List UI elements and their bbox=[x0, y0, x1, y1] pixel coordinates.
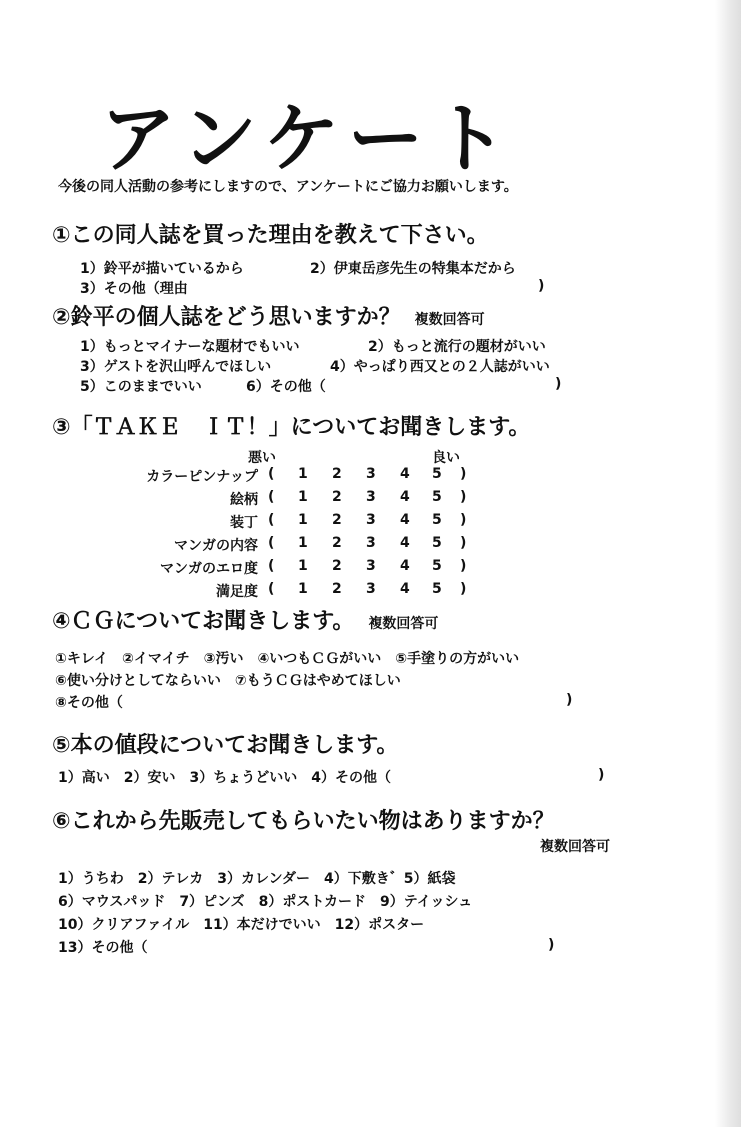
scale-value-5: 5 bbox=[432, 489, 442, 505]
question-2: ②鈴平の個人誌をどう思いますか？ bbox=[52, 305, 401, 330]
question-5: ⑤本の値段についてお聞きします。 bbox=[52, 733, 399, 758]
question-4-row bbox=[52, 604, 438, 635]
scale-value-5: 5 bbox=[432, 581, 442, 597]
rating-item-label: 絵柄 bbox=[230, 492, 258, 508]
question-3: ③「ＴＡＫＥ ＩＴ！」についてお聞きします。 bbox=[52, 415, 531, 440]
scale-open-paren: ( bbox=[268, 581, 275, 597]
scale-value-2: 2 bbox=[332, 535, 342, 551]
scale-value-4: 4 bbox=[400, 581, 410, 597]
rating-row bbox=[60, 489, 480, 511]
q5-close-paren: ) bbox=[598, 767, 605, 783]
q2-close-paren: ) bbox=[555, 376, 562, 392]
page-title: アンケート bbox=[100, 94, 516, 183]
scale-value-3: 3 bbox=[366, 512, 376, 528]
question-6: ⑥これから先販売してもらいたい物はありますか？ bbox=[52, 809, 555, 834]
scale-value-3: 3 bbox=[366, 466, 376, 482]
q6-close-paren: ) bbox=[548, 937, 555, 953]
scale-value-4: 4 bbox=[400, 489, 410, 505]
scale-value-3: 3 bbox=[366, 535, 376, 551]
rating-item-label: マンガの内容 bbox=[174, 538, 258, 554]
rating-row bbox=[60, 535, 480, 557]
q1-option-1: 1）鈴平が描いているから bbox=[80, 261, 244, 277]
intro-text: 今後の同人活動の参考にしますので、アンケートにご協力お願いします。 bbox=[58, 179, 518, 195]
scale-open-paren: ( bbox=[268, 558, 275, 574]
rating-item-label: カラーピンナップ bbox=[146, 469, 258, 485]
scale-open-paren: ( bbox=[268, 489, 275, 505]
scale-value-3: 3 bbox=[366, 581, 376, 597]
scale-value-2: 2 bbox=[332, 512, 342, 528]
scale-value-5: 5 bbox=[432, 558, 442, 574]
q6-multiple-answer-note: 複数回答可 bbox=[540, 839, 610, 855]
scale-value-2: 2 bbox=[332, 489, 342, 505]
scale-open-paren: ( bbox=[268, 512, 275, 528]
q2-option-6: 6）その他（ bbox=[246, 379, 326, 395]
q2-option-2: 2）もっと流行の題材がいい bbox=[368, 339, 546, 355]
scale-close-paren: ) bbox=[460, 466, 467, 482]
page-edge-shadow bbox=[715, 0, 741, 1127]
scale-value-3: 3 bbox=[366, 489, 376, 505]
rating-row bbox=[60, 558, 480, 580]
scale-open-paren: ( bbox=[268, 535, 275, 551]
question-4: ④ＣＧについてお聞きします。 bbox=[52, 609, 355, 634]
q4-close-paren: ) bbox=[566, 692, 573, 708]
scale-value-2: 2 bbox=[332, 581, 342, 597]
question-2-row bbox=[52, 300, 485, 331]
scale-value-1: 1 bbox=[298, 512, 308, 528]
scale-close-paren: ) bbox=[460, 489, 467, 505]
rating-row bbox=[60, 466, 480, 488]
q4-options-line-1: ①キレイ ②イマイチ ③汚い ④いつもＣＧがいい ⑤手塗りの方がいい bbox=[55, 651, 520, 667]
scale-value-5: 5 bbox=[432, 512, 442, 528]
rating-item-label: 満足度 bbox=[216, 584, 258, 600]
scale-close-paren: ) bbox=[460, 558, 467, 574]
scale-value-2: 2 bbox=[332, 466, 342, 482]
rating-item-label: マンガのエロ度 bbox=[160, 561, 258, 577]
scale-value-1: 1 bbox=[298, 581, 308, 597]
q2-option-3: 3）ゲストを沢山呼んでほしい bbox=[80, 359, 272, 375]
q1-option-2: 2）伊東岳彦先生の特集本だから bbox=[310, 261, 516, 277]
q1-option-3: 3）その他（理由 bbox=[80, 281, 188, 297]
scale-close-paren: ) bbox=[460, 535, 467, 551]
q4-options-line-2: ⑥使い分けとしてならいい ⑦もうＣＧはやめてほしい bbox=[55, 673, 401, 689]
scale-value-4: 4 bbox=[400, 512, 410, 528]
q5-options-line-1: 1）高い 2）安い 3）ちょうどいい 4）その他（ bbox=[58, 770, 391, 786]
scale-value-5: 5 bbox=[432, 535, 442, 551]
q6-options-line-3: 10）クリアファイル 11）本だけでいい 12）ポスター bbox=[58, 917, 425, 933]
rating-row bbox=[60, 512, 480, 534]
scale-close-paren: ) bbox=[460, 581, 467, 597]
rating-item-label: 装丁 bbox=[230, 515, 258, 531]
scale-close-paren: ) bbox=[460, 512, 467, 528]
scale-value-1: 1 bbox=[298, 535, 308, 551]
question-1: ①この同人誌を買った理由を教えて下さい。 bbox=[52, 223, 489, 248]
q6-options-line-2: 6）マウスパッド 7）ピンズ 8）ポストカード 9）テイッシュ bbox=[58, 894, 473, 910]
q3-scale-bad-label: 悪い bbox=[248, 450, 276, 466]
scale-value-4: 4 bbox=[400, 535, 410, 551]
q3-scale-good-label: 良い bbox=[432, 450, 460, 466]
scale-value-4: 4 bbox=[400, 558, 410, 574]
scale-open-paren: ( bbox=[268, 466, 275, 482]
scale-value-3: 3 bbox=[366, 558, 376, 574]
q2-multiple-answer-note: 複数回答可 bbox=[414, 312, 485, 328]
scale-value-4: 4 bbox=[400, 466, 410, 482]
q6-options-line-4: 13）その他（ bbox=[58, 940, 148, 956]
scale-value-1: 1 bbox=[298, 489, 308, 505]
scale-value-2: 2 bbox=[332, 558, 342, 574]
q6-options-line-1: 1）うちわ 2）テレカ 3）カレンダー 4）下敷き゛5）紙袋 bbox=[58, 871, 456, 887]
scale-value-1: 1 bbox=[298, 558, 308, 574]
rating-row bbox=[60, 581, 480, 603]
scale-value-5: 5 bbox=[432, 466, 442, 482]
q2-option-1: 1）もっとマイナーな題材でもいい bbox=[80, 339, 300, 355]
q2-option-4: 4）やっぱり西又との２人誌がいい bbox=[330, 359, 550, 375]
q1-close-paren: ) bbox=[538, 278, 545, 294]
scale-value-1: 1 bbox=[298, 466, 308, 482]
q2-option-5: 5）このままでいい bbox=[80, 379, 202, 395]
q4-options-line-3: ⑧その他（ bbox=[55, 695, 123, 711]
q4-multiple-answer-note: 複数回答可 bbox=[368, 616, 439, 632]
